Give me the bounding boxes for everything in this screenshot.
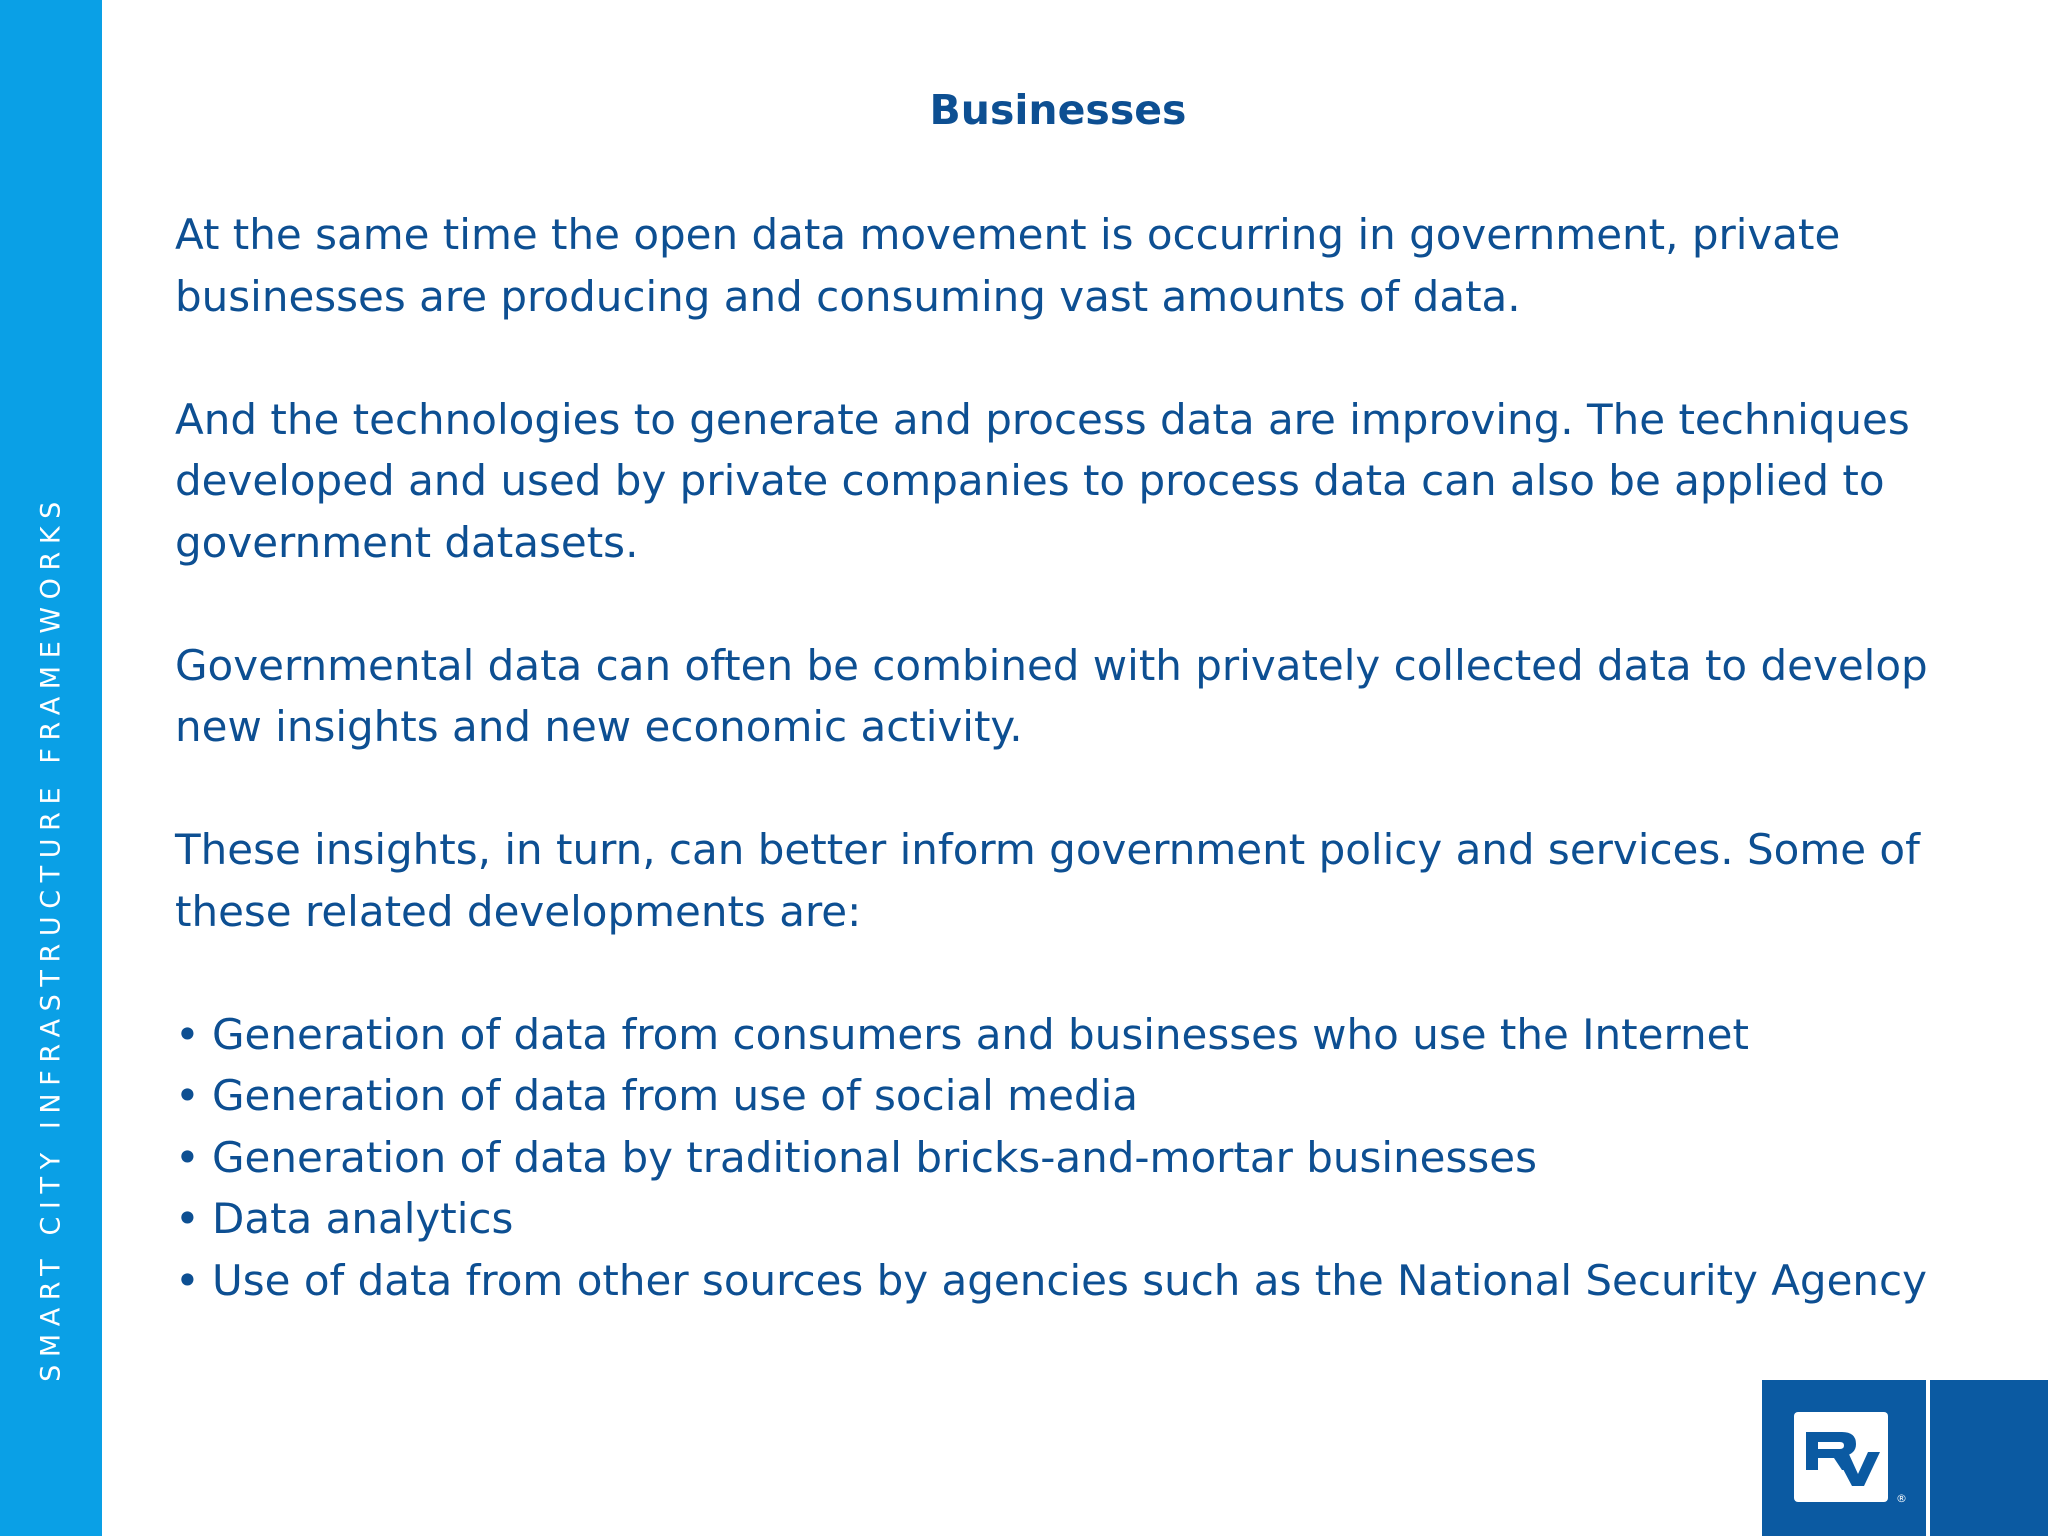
bullet-icon: •	[175, 1194, 200, 1243]
bullet-icon: •	[175, 1255, 200, 1305]
list-item-text: Generation of data from consumers and businesses who use the Internet	[212, 1009, 1749, 1059]
bullet-icon: •	[175, 1071, 200, 1120]
list-item-text: Generation of data from use of social media	[212, 1071, 1138, 1120]
developments-list	[175, 1004, 1975, 1312]
list-item	[175, 1250, 1975, 1312]
paragraph-2: And the technologies to generate and process data are improving. The techniques developed and used by private companies to process data can also be applied to government datasets.	[175, 394, 1910, 567]
bullet-icon: •	[175, 1009, 200, 1059]
paragraph-3: Governmental data can often be combined with privately collected data to develop new insights and new economic activity.	[175, 640, 1928, 751]
bullet-icon: •	[175, 1132, 200, 1182]
registered-mark: ®	[1896, 1492, 1907, 1505]
logo-block	[1762, 1380, 1926, 1536]
list-item	[175, 1188, 1975, 1250]
list-item	[175, 1004, 1975, 1066]
logo-block-extension	[1930, 1380, 2048, 1536]
list-item-text: Generation of data by traditional bricks-and-mortar businesses	[212, 1132, 1538, 1182]
side-banner	[0, 0, 102, 1536]
list-item	[175, 1065, 1975, 1127]
rv-logo-mark	[1794, 1412, 1888, 1502]
list-item	[175, 1127, 1975, 1189]
side-banner-label: SMART CITY INFRASTRUCTURE FRAMEWORKS	[35, 494, 67, 1382]
slide-content	[175, 204, 1975, 1311]
paragraph-1: At the same time the open data movement is occurring in government, private businesses are producing and consuming vast amounts of data.	[175, 210, 1841, 321]
slide-title: Businesses	[929, 86, 1187, 134]
paragraph-4: These insights, in turn, can better inform government policy and services. Some of these related developments are:	[175, 825, 1920, 936]
list-item-text: Data analytics	[212, 1194, 514, 1243]
rv-logo-icon	[1794, 1412, 1888, 1502]
list-item-text: Use of data from other sources by agencies such as the National Security Agency	[212, 1255, 1927, 1305]
